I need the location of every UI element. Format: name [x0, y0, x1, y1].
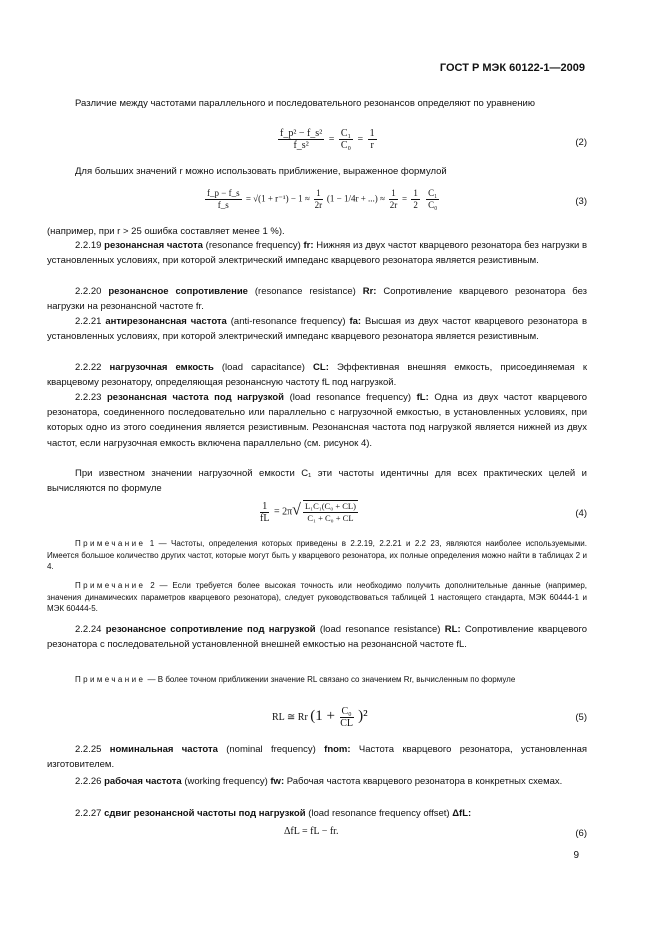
- paragraph-load-capacitance: При известном значении нагрузочной емкости C₁ эти частоты идентичны для всех практических целей и вычисляются по формуле: [47, 468, 587, 495]
- equation-number-6: (6): [575, 828, 587, 839]
- clause-2-2-23: 2.2.23 резонансная частота под нагрузкой (load resonance frequency) fL: Одна из двух частот кварцевого резонатора, соединенного последовательно или параллельно с нагрузочной емкостью, в установленных условиях, при которых одно из этого соединения является резистивным. Резонансная частота под нагрузкой является нижней из двух частот, если нагрузочная емкость включена параллельно (см. рисунок 4).: [47, 392, 588, 449]
- clause-2-2-19: 2.2.19 резонансная частота (resonance frequency) fr: Нижняя из двух частот кварцевого резонатора без нагрузки в установленных условиях, при которой электрический импеданс кварцевого резонатора является резистивным.: [47, 240, 588, 267]
- paragraph-approx: Для больших значений r можно использовать приближение, выраженное формулой: [75, 166, 447, 177]
- clause-2-2-25: 2.2.25 номинальная частота (nominal frequency) fnom: Частота кварцевого резонатора, установленная изготовителем.: [47, 744, 588, 771]
- equation-number-2: (2): [575, 137, 587, 148]
- note-3: Примечание — В более точном приближении значение RL связано со значением Rr, вычисленным по формуле: [75, 675, 516, 684]
- paragraph-intro: Различие между частотами параллельного и последовательного резонансов определяют по уравнению: [75, 98, 535, 109]
- equation-4: $\frac{1}{fL}$ = 2π√ $\frac{\text{L₁C₁(C₀ + CL)}}{\text{C₁ + C₀ + CL}}$: [260, 500, 356, 524]
- equation-3: $\frac{f\_p - f\_s}{f\_s}$ = √(1 + r⁻¹) − 1 ≈ $\frac{1}{2r}$ (1 − 1/4r + ...) ≈ $\frac{1}{2r}$ = $\frac{1}{2}$ $\frac{\text{C₁}}{\text{C₀}}$: [207, 188, 438, 210]
- clause-2-2-20: 2.2.20 резонансное сопротивление (resonance resistance) Rr: Сопротивление кварцевого резонатора без нагрузки на резонансной частоте fr.: [47, 286, 588, 313]
- equation-number-4: (4): [575, 508, 587, 519]
- clause-2-2-26: 2.2.26 рабочая частота (working frequency) fw: Рабочая частота кварцевого резонатора в конкретных схемах.: [75, 776, 563, 787]
- paragraph-example: (например, при r > 25 ошибка составляет менее 1 %).: [47, 226, 285, 237]
- equation-2: $\frac{\text{f\_p² − f\_s²}}{\text{f\_s²}}$ = $\frac{\text{C₁}}{\text{C₀}}$ = $\frac{1}{r}$: [280, 128, 375, 151]
- clause-2-2-22: 2.2.22 нагрузочная емкость (load capacitance) CL: Эффективная внешняя емкость, присоединяемая к кварцевому резонатору, определяющая резонансную частоту fL под нагрузкой.: [47, 362, 587, 389]
- equation-5: RL ≅ Rr (1 + $\frac{\text{C₀}}{CL}$ )²: [272, 706, 368, 729]
- equation-number-5: (5): [575, 712, 587, 723]
- note-2: Примечание 2 — Если требуется более высокая точность или необходимо получить дополнительные данные (например, значения динамических параметров кварцевого резонатора), следует руководствоваться таблицей 1 настоящего стандарта, МЭК 60444-1 и МЭК 60444-5.: [47, 581, 587, 613]
- clause-2-2-27: 2.2.27 сдвиг резонансной частоты под нагрузкой (load resonance frequency offset) ΔfL:: [75, 808, 472, 819]
- document-header: ГОСТ Р МЭК 60122-1—2009: [439, 62, 585, 74]
- note-1: Примечание 1 — Частоты, определения которых приведены в 2.2.19, 2.2.21 и 2.2 23, являются наиболее используемыми. Имеется большое количество других частот, которые могут быть у кварцевого резонатора, их полные определения можно найти в таблицах 2 и 4.: [47, 539, 588, 571]
- clause-2-2-21: 2.2.21 антирезонансная частота (anti-resonance frequency) fa: Высшая из двух частот кварцевого резонатора в установленных условиях, при которой электрический импеданс кварцевого резонатора является резистивным.: [47, 316, 587, 343]
- equation-6: ΔfL = fL − fr.: [284, 826, 339, 837]
- page-number: 9: [573, 850, 579, 861]
- equation-number-3: (3): [575, 196, 587, 207]
- clause-2-2-24: 2.2.24 резонансное сопротивление под нагрузкой (load resonance resistance) RL: Сопротивление кварцевого резонатора с последовательной установленной внешней емкостью на резонансной частоте fL.: [47, 624, 588, 651]
